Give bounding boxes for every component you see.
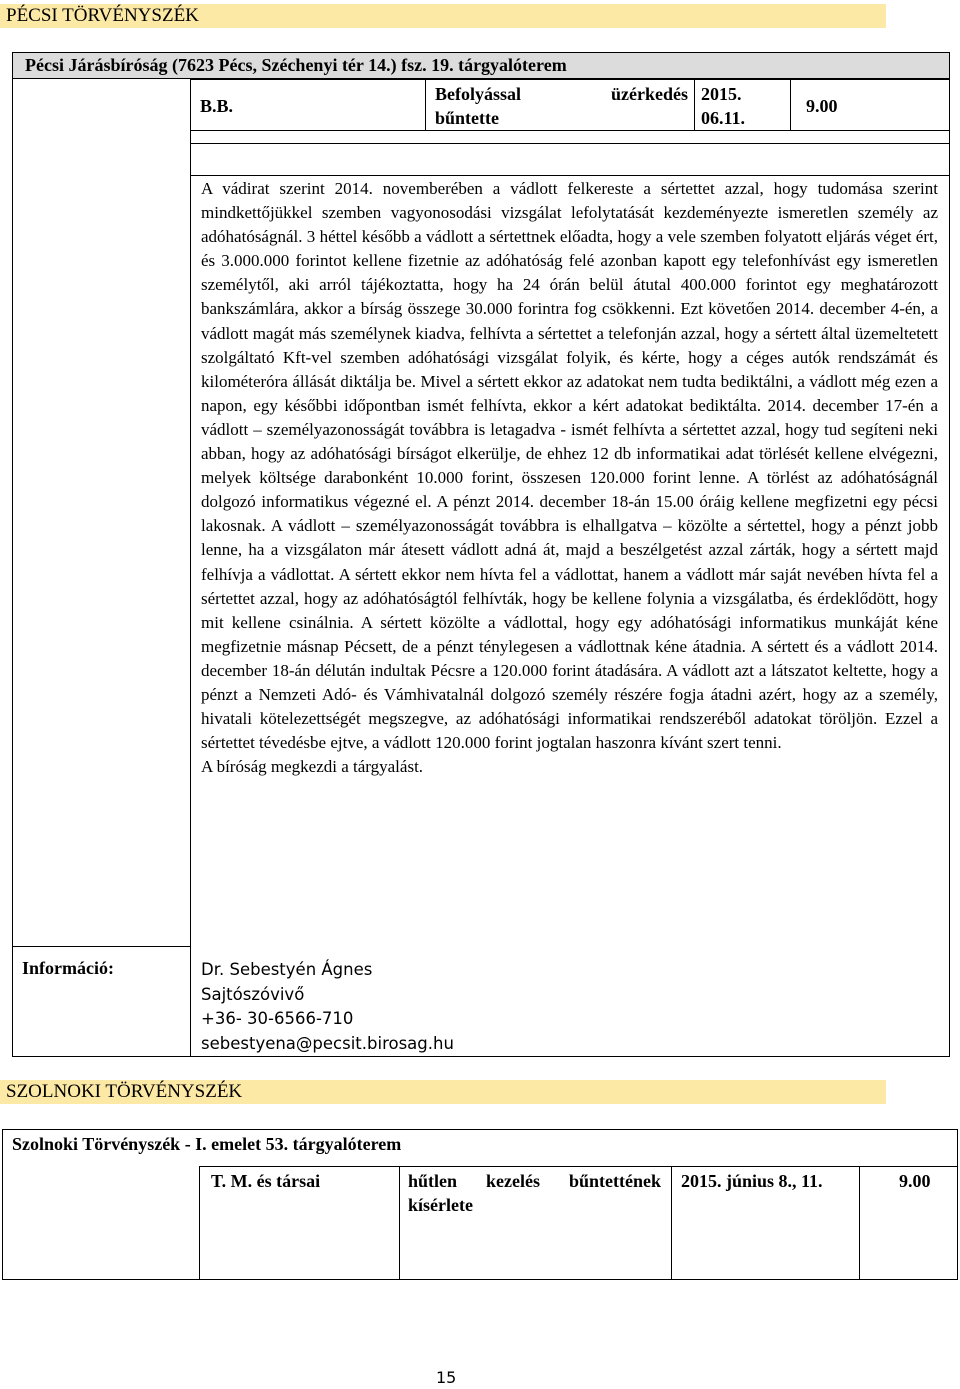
case-row-divider: [671, 1166, 672, 1280]
charge-line-2: bűntette: [435, 108, 499, 128]
hearing-time: 9.00: [899, 1171, 931, 1191]
contact-name: Dr. Sebestyén Ágnes: [201, 960, 373, 979]
description-paragraph: A vádirat szerint 2014. novemberében a vádlott felkereste a sértettet azzal, hogy tudomása szerint mindkettőjükkel szemben vagyonosodási vizsgálat lefolytatását kezdeményezte ismeretlen személy az adóhatóságnál. 3 héttel később a vádlott a sértettnek előadta, hogy a vele szemben folyatott eljárás véget ért, és 3.000.000 forintot kellene fizetnie az adóhatóság felé azonban kapott egy telefonhívást egy ismeretlen személytől, aki arról tájékoztatta, hogy ha 24 órán belül átutal 400.000 forintot egy meghatározott bankszámlára, akkor a bírság összege 30.000 forintra fog csökkenni. Ezt követően 2014. december 4-én, a vádlott magát más személynek kiadva, felhívta a sértettet a telefonján azzal, hogy a sértett által üzemeltetett szolgáltató Kft-vel szemben adóhatósági vizsgálat folyik, és kérte, hogy a céges autók rendszámát és kilométeróra állását diktálja be. Mivel a sértett ekkor az adatokat nem tudta bediktálni, a vádlott még ezen a napon, egy későbbi időpontban ismét felhívta, ekkor a kért adatokat bediktálta. 2014. december 17-én a vádlott – személyazonosságát továbbra is letagadva - ismét felhívta a sértettet azzal, hogy tud segíteni neki abban, hogy az adóhatósági bírságot elkerülje, de ehhez 12 db informatikai adat törlését kellene elvégezni, melyek költsége darabonként 10.000 forint, összesen 120.000 forint lenne. A törlést az adóhatóságnál dolgozó informatikus végezné el. A pénzt 2014. december 18-án 15.00 óráig kellene megfizetni egy pécsi lakosnak. A vádlott – személyazonosságát továbbra is elhallgatva – közölte a sértettel, hogy a pénzt jobb lenne, ha a vizsgálaton már átesett vádlott adná át, majd a beszélgetést azzal zárták, hogy a sértett majd felhívja a vádlottat. A sértett ekkor nem hívta fel a vádlottat, hanem a vádlott már saját nevében hívta fel a sértettet azzal, hogy az adóhatóságtól felhívták, hogy be kellene folynia a vizsgálatba, és érdeklődött, hogy mit kellene csinálnia. A sértett közölte a vádlottal, hogy egy adóhatósági informatikus munkáját kéne megfizetnie másnap Pécsett, de a pénzt ténylegesen a vádlottnak kéne átadnia. A sértett és a vádlott 2014. december 18-án délután indultak Pécsre a 120.000 forint átadására. A vádlott azt a látszatot keltette, hogy a pénzt a Nemzeti Adó- és Vámhivatalnál dolgozó személy részére fogja átadni azért, hogy az a személy, hivatali kötelezettségét megszegve, az adóhatósági informatikai rendszeréből adatokat töröljön. Ezzel a sértettet tévedésbe ejtve, a vádlott 120.000 forint jogtalan haszonra kívánt szert tenni.: [201, 179, 938, 753]
description-paragraph: A bíróság megkezdi a tárgyalást.: [201, 757, 424, 777]
defendant-name: T. M. és társai: [211, 1171, 321, 1191]
case-row-divider: [399, 1166, 400, 1280]
room-bar-pecs: Pécsi Járásbíróság (7623 Pécs, Széchenyi tér 14.) fsz. 19. tárgyalóterem: [12, 52, 950, 79]
info-label: Információ:: [22, 958, 114, 978]
hearing-date-line-2: 06.11.: [701, 108, 746, 128]
column-divider: [190, 79, 191, 1057]
blank-row-pecs: [190, 143, 950, 176]
court-header-pecs: PÉCSI TÖRVÉNYSZÉK: [0, 4, 886, 28]
contact-block: [201, 958, 454, 1056]
defendant-name: B.B.: [200, 96, 234, 116]
hearing-date-line-1: 2015.: [701, 84, 742, 104]
charge-line-2: kísérlete: [408, 1195, 473, 1215]
case-row-divider: [790, 79, 791, 131]
hearing-date: 2015. június 8., 11.: [681, 1171, 823, 1191]
court-header-szolnok: SZOLNOKI TÖRVÉNYSZÉK: [0, 1080, 886, 1104]
charge-line-1: Befolyással üzérkedés: [435, 84, 688, 104]
charge-line-1: hűtlen kezelés bűntettének: [408, 1171, 661, 1191]
case-row-divider: [859, 1166, 860, 1280]
contact-role: Sajtószóvivő: [201, 984, 305, 1004]
info-divider: [12, 946, 190, 947]
contact-email: sebestyena@pecsit.birosag.hu: [201, 1033, 454, 1053]
room-line-szolnok: Szolnoki Törvényszék - I. emelet 53. tárgyalóterem: [12, 1134, 402, 1154]
case-description: [201, 177, 938, 779]
case-row-divider: [694, 79, 695, 131]
hearing-time: 9.00: [806, 96, 838, 116]
case-row-divider: [425, 79, 426, 131]
page-number: 15: [436, 1368, 457, 1387]
contact-phone: +36- 30-6566-710: [201, 1009, 354, 1029]
